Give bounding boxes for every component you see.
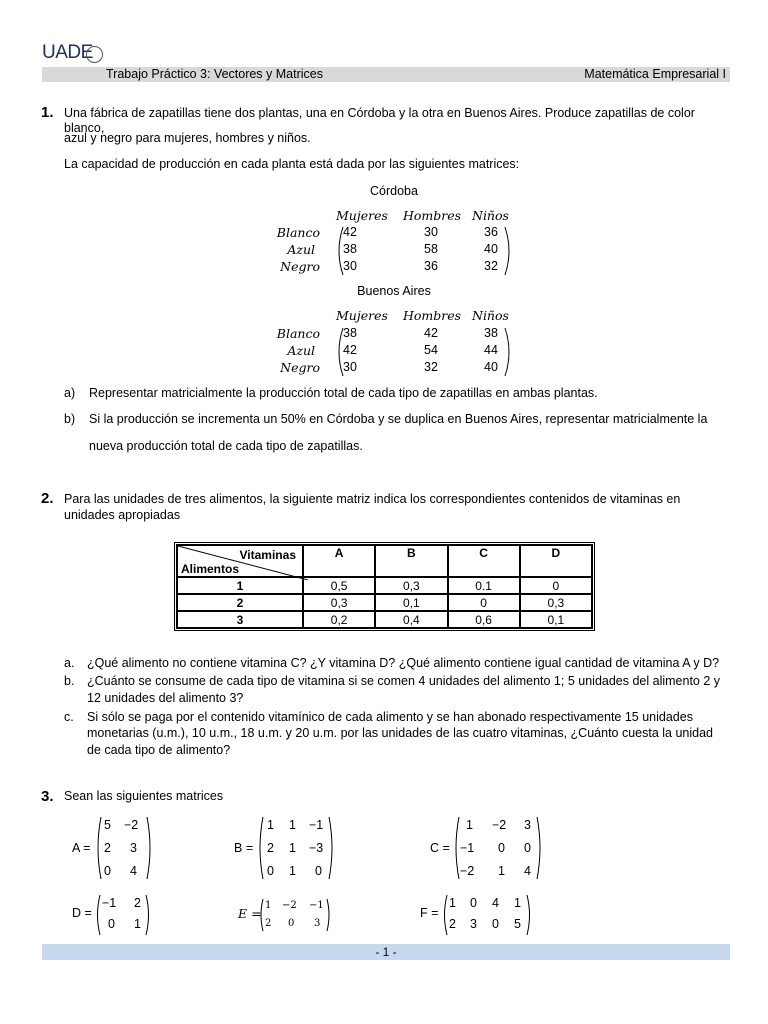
page-footer (42, 944, 730, 960)
uade-logo: UADE (42, 42, 93, 63)
matrix-cell: −3 (309, 841, 324, 855)
p1-line1: Una fábrica de zapatillas tiene dos plantas, una en Córdoba y la otra en Buenos Aires. Produce zapatillas de color blanco, (64, 106, 695, 135)
matrix-cell: −2 (282, 900, 297, 911)
matrix-cell: 2 (267, 841, 274, 855)
table-cell: 0,3 (520, 594, 592, 611)
matrix-cell: 1 (134, 917, 141, 931)
cordoba-cell: 36 (424, 259, 438, 273)
matrix-cell: 1 (267, 818, 274, 832)
p1-a-text: Representar matricialmente la producción total de cada tipo de zapatillas en ambas plantas. (89, 386, 598, 400)
matrix-cell: 1 (449, 896, 456, 910)
bsas-cell: 38 (343, 326, 357, 340)
matrix-cell: 1 (289, 841, 296, 855)
matrix-cell: 0 (267, 864, 274, 878)
bsas-row-negro: Negro (280, 360, 320, 375)
bsas-col-mujeres: Mujeres (336, 308, 388, 323)
seal-icon (86, 46, 103, 63)
bsas-cell: 30 (343, 360, 357, 374)
matrix-cell: 4 (130, 864, 137, 878)
matrix-f-label: F = (420, 906, 439, 920)
matrix-cell: 0 (288, 918, 295, 929)
matrix-c-label: C = (430, 841, 450, 855)
matrix-cell: −1 (309, 818, 324, 832)
p1-b-text1: Si la producción se incrementa un 50% en Córdoba y se duplica en Buenos Aires, representar matricialmente la (89, 412, 708, 426)
matrix-cell: 1 (514, 896, 521, 910)
cordoba-cell: 40 (484, 242, 498, 256)
table-cell: 0,1 (520, 611, 592, 628)
matrix-cell: 5 (514, 917, 521, 931)
header-title: Trabajo Práctico 3: Vectores y Matrices (106, 67, 323, 81)
cordoba-cell: 30 (343, 259, 357, 273)
matrix-cell: −2 (460, 864, 475, 878)
p2-b-text2: 12 unidades del alimento 3? (87, 691, 244, 705)
corner-alimentos: Alimentos (181, 562, 240, 576)
table-cell: 0,3 (375, 577, 447, 594)
bsas-cell: 40 (484, 360, 498, 374)
matrix-cell: 4 (492, 896, 499, 910)
matrix-cell: 3 (314, 918, 321, 929)
matrix-e-label: E = (238, 906, 262, 921)
matrix-cell: 0 (470, 896, 477, 910)
matrix-cell: 1 (289, 864, 296, 878)
p2-c-text2: monetarias (u.m.), 10 u.m., 18 u.m. y 20 u.m. por las unidades de las cuatro vitaminas, ¿Cuánto cuesta la unidad (87, 726, 714, 740)
bsas-title: Buenos Aires (357, 284, 431, 298)
p2-a-label: a. (64, 656, 75, 670)
col-header-a: A (303, 545, 375, 577)
cordoba-row-azul: Azul (287, 242, 315, 257)
p1-line3: La capacidad de producción en cada planta está dada por las siguientes matrices: (64, 157, 520, 171)
table-cell: 0 (520, 577, 592, 594)
p3-intro: Sean las siguientes matrices (64, 789, 224, 803)
matrix-cell: 3 (470, 917, 477, 931)
matrix-cell: 2 (449, 917, 456, 931)
matrix-cell: 2 (134, 896, 141, 910)
table-cell: 0,3 (303, 594, 375, 611)
matrix-cell: 1 (265, 900, 272, 911)
table-row (177, 594, 592, 611)
bsas-cell: 32 (424, 360, 438, 374)
page-header-bar (42, 67, 730, 82)
col-header-c: C (448, 545, 520, 577)
problem-2-number: 2. (41, 490, 54, 507)
matrix-d-label: D = (72, 906, 92, 920)
bsas-cell: 54 (424, 343, 438, 357)
bsas-cell: 42 (424, 326, 438, 340)
matrix-cell: 0 (524, 841, 531, 855)
matrix-cell: −1 (460, 841, 475, 855)
col-header-b: B (375, 545, 447, 577)
matrix-cell: 2 (265, 918, 272, 929)
p1-b-label: b) (64, 412, 76, 426)
table-corner-cell (177, 545, 303, 577)
matrix-cell: 3 (130, 841, 137, 855)
matrix-cell: 3 (524, 818, 531, 832)
matrix-cell: 1 (289, 818, 296, 832)
matrix-cell: −1 (102, 896, 117, 910)
matrix-cell: 0 (108, 917, 115, 931)
p2-c-text1: Si sólo se paga por el contenido vitamínico de cada alimento y se han abonado respectivamente 15 unidades (87, 710, 693, 724)
matrix-cell: 0 (498, 841, 505, 855)
cordoba-cell: 58 (424, 242, 438, 256)
cordoba-cell: 42 (343, 225, 357, 239)
header-course: Matemática Empresarial I (584, 67, 726, 81)
col-header-d: D (520, 545, 592, 577)
bsas-row-azul: Azul (287, 343, 315, 358)
page-number: - 1 - (375, 945, 397, 959)
bsas-cell: 44 (484, 343, 498, 357)
matrix-cell: −2 (492, 818, 507, 832)
p2-line1: Para las unidades de tres alimentos, la siguiente matriz indica los correspondientes contenidos de vitaminas en (64, 492, 681, 506)
matrix-cell: −2 (124, 818, 139, 832)
p2-line2: unidades apropiadas (64, 508, 181, 522)
p2-a-text: ¿Qué alimento no contiene vitamina C? ¿Y vitamina D? ¿Qué alimento contiene igual cantidad de vitamina A y D? (87, 656, 720, 670)
row-label: 2 (177, 594, 303, 611)
bsas-row-blanco: Blanco (276, 326, 320, 341)
p2-b-text1: ¿Cuánto se consume de cada tipo de vitamina si se comen 4 unidades del alimento 1; 5 unidades del alimento 2 y (87, 674, 721, 688)
matrix-cell: 5 (104, 818, 111, 832)
bsas-col-ninos: Niños (472, 308, 509, 323)
table-cell: 0,2 (303, 611, 375, 628)
matrix-cell: 0 (492, 917, 499, 931)
matrix-cell: −1 (309, 900, 324, 911)
bsas-cell: 42 (343, 343, 357, 357)
cordoba-col-hombres: Hombres (403, 208, 462, 223)
cordoba-col-mujeres: Mujeres (336, 208, 388, 223)
table-cell: 0,5 (303, 577, 375, 594)
matrix-cell: 0 (315, 864, 322, 878)
cordoba-row-blanco: Blanco (276, 225, 320, 240)
matrix-b-label: B = (234, 841, 254, 855)
row-label: 3 (177, 611, 303, 628)
matrix-cell: 1 (498, 864, 505, 878)
corner-vitaminas: Vitaminas (239, 548, 296, 562)
p1-a-label: a) (64, 386, 76, 400)
matrix-a-label: A = (72, 841, 91, 855)
cordoba-cell: 32 (484, 259, 498, 273)
p2-c-text3: de cada tipo de alimento? (87, 743, 231, 757)
matrix-cell: 0 (104, 864, 111, 878)
row-label: 1 (177, 577, 303, 594)
matrix-cell: 1 (466, 818, 473, 832)
cordoba-cell: 38 (343, 242, 357, 256)
table-cell: 0,6 (448, 611, 520, 628)
cordoba-title: Córdoba (370, 184, 418, 198)
table-cell: 0,1 (375, 594, 447, 611)
bsas-cell: 38 (484, 326, 498, 340)
matrix-cell: 2 (104, 841, 111, 855)
vitamins-table (174, 542, 595, 631)
p1-b-text2: nueva producción total de cada tipo de zapatillas. (89, 439, 363, 453)
table-row (177, 611, 592, 628)
problem-1-number: 1. (41, 104, 54, 121)
p2-c-label: c. (64, 710, 74, 724)
table-cell: 0.1 (448, 577, 520, 594)
cordoba-cell: 36 (484, 225, 498, 239)
cordoba-row-negro: Negro (280, 259, 320, 274)
cordoba-cell: 30 (424, 225, 438, 239)
table-cell: 0,4 (375, 611, 447, 628)
p1-line2: azul y negro para mujeres, hombres y niños. (64, 131, 311, 145)
bsas-col-hombres: Hombres (403, 308, 462, 323)
cordoba-col-ninos: Niños (472, 208, 509, 223)
table-cell: 0 (448, 594, 520, 611)
p2-b-label: b. (64, 674, 75, 688)
matrix-cell: 4 (524, 864, 531, 878)
problem-3-number: 3. (41, 788, 54, 805)
